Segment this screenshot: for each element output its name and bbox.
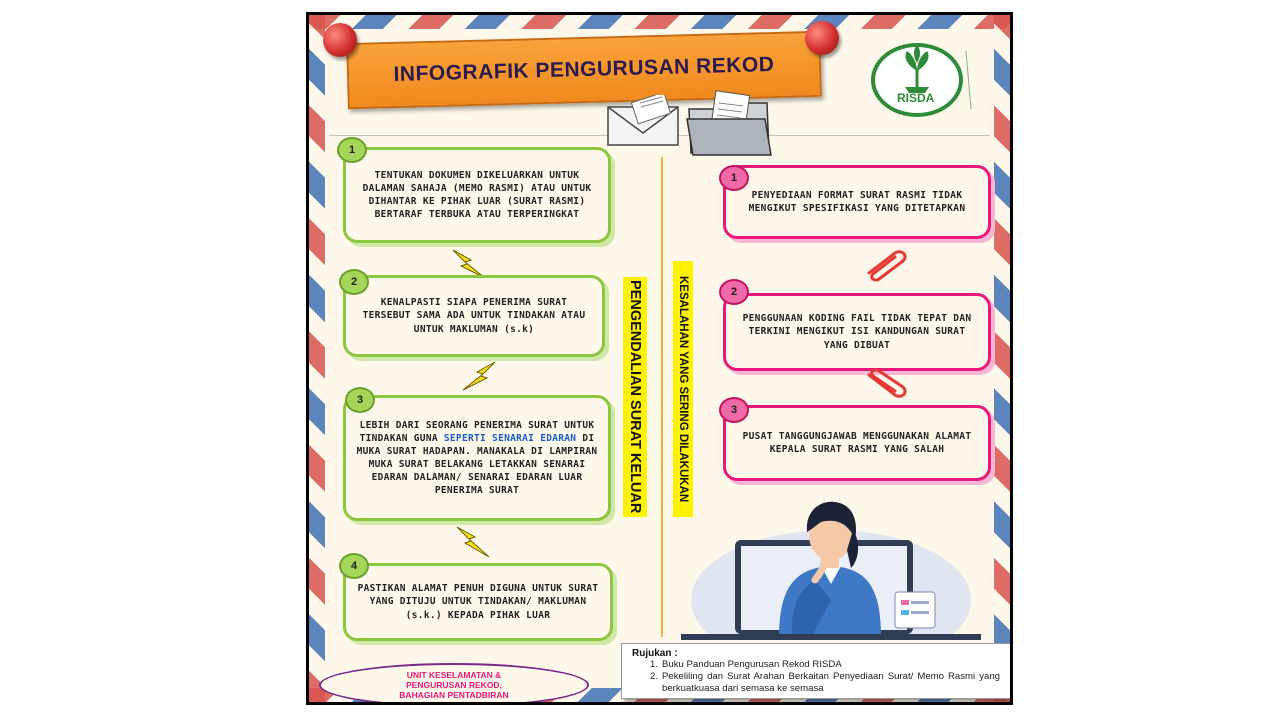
pushpin-right-icon [805,21,839,55]
unit-line-3: BAHAGIAN PENTADBIRAN [399,690,509,701]
step-card-3 [343,395,611,521]
right-column-heading [673,261,693,517]
reference-item [632,659,1000,671]
unit-label-text [399,670,508,701]
infographic-poster [306,12,1013,705]
mistake-1-text: PENYEDIAAN FORMAT SURAT RASMI TIDAK MENGIKUT SPESIFIKASI YANG DITETAPKAN [748,189,966,214]
reference-text: Buku Panduan Pengurusan Rekod RISDA [662,659,842,670]
left-heading-text: PENGENDALIAN SURAT KELUAR [627,280,643,514]
unit-line-2: PENGURUSAN REKOD, [406,679,502,690]
step-1-text: TENTUKAN DOKUMEN DIKELUARKAN UNTUK DALAMAN SAHAJA (MEMO RASMI) ATAU UNTUK DIHANTAR KE PIHAK LUAR (SURAT RASMI) BERTARAF TERBUKA ATAU TERPERINGKAT [362,169,592,221]
mistake-2-badge: 2 [719,279,749,305]
left-column-heading [623,277,647,517]
step-card-1 [343,147,611,243]
poster-title: INFOGRAFIK PENGURUSAN REKOD [393,53,775,86]
step-4-text: PASTIKAN ALAMAT PENUH DIGUNA UNTUK SURAT YANG DITUJU UNTUK TINDAKAN/ MAKLUMAN (s.k.) KEPADA PIHAK LUAR [357,583,599,621]
airmail-border-left [309,15,325,702]
mistake-card-1 [723,165,991,239]
center-divider [661,157,663,637]
reference-number: 2. [649,670,658,682]
risda-logo [869,39,979,119]
step-4-badge: 4 [339,553,369,579]
paperclip-icon [861,367,911,403]
mistake-1-badge: 1 [719,165,749,191]
references-box [621,643,1011,699]
step-2-badge: 2 [339,269,369,295]
paperclip-icon [861,247,911,283]
step-3-text-before: LEBIH DARI SEORANG PENERIMA SURAT UNTUK TINDAKAN GUNA [359,419,595,444]
step-3-text-after: DI MUKA SURAT HADAPAN. MANAKALA DI LAMPIRAN MUKA SURAT BELAKANG LETAKKAN SENARAI EDARAN DALAMAN/ SENARAI EDARAN LUAR PENERIMA SURAT [356,432,598,497]
step-3-highlight: SEPERTI SENARAI EDARAN [443,432,577,444]
mistake-card-3 [723,405,991,481]
step-card-4 [343,563,613,641]
airmail-border-right [994,15,1010,702]
step-3-badge: 3 [345,387,375,413]
mistake-card-2 [723,293,991,371]
envelope-icon [604,95,684,149]
lightning-bolt-icon [453,525,493,559]
step-3-text [346,419,608,498]
mistake-3-badge: 3 [719,397,749,423]
airmail-border-top [309,15,1010,29]
unit-line-1: UNIT KESELAMATAN & [406,669,502,680]
reference-item [632,671,1000,695]
logo-plant-icon [869,39,979,119]
lightning-bolt-icon [459,360,499,392]
right-heading-text: KESALAHAN YANG SERING DILAKUKAN [677,275,689,503]
step-2-text: KENALPASTI SIAPA PENERIMA SURAT TERSEBUT SAMA ADA UNTUK TINDAKAN ATAU UNTUK MAKLUMAN (s.k) [362,297,586,335]
logo-wordmark: RISDA [897,91,935,105]
reference-number: 1. [649,659,658,670]
reference-text: Pekeliling dan Surat Arahan Berkaitan Penyediaan Surat/ Memo Rasmi yang berkuatkuasa dari semasa ke semasa [662,670,1000,694]
folder-documents-icon [685,89,775,159]
thinking-woman-illustration [681,480,981,640]
mistake-3-text: PUSAT TANGGUNGJAWAB MENGGUNAKAN ALAMAT KEPALA SURAT RASMI YANG SALAH [742,430,972,455]
mistake-2-text: PENGGUNAAN KODING FAIL TIDAK TEPAT DAN TERKINI MENGIKUT ISI KANDUNGAN SURAT YANG DIBUAT [742,313,972,351]
step-1-badge: 1 [337,137,367,163]
references-title: Rujukan : [632,648,678,659]
pushpin-left-icon [323,23,357,57]
step-card-2 [343,275,605,357]
unit-label-oval [319,663,589,705]
